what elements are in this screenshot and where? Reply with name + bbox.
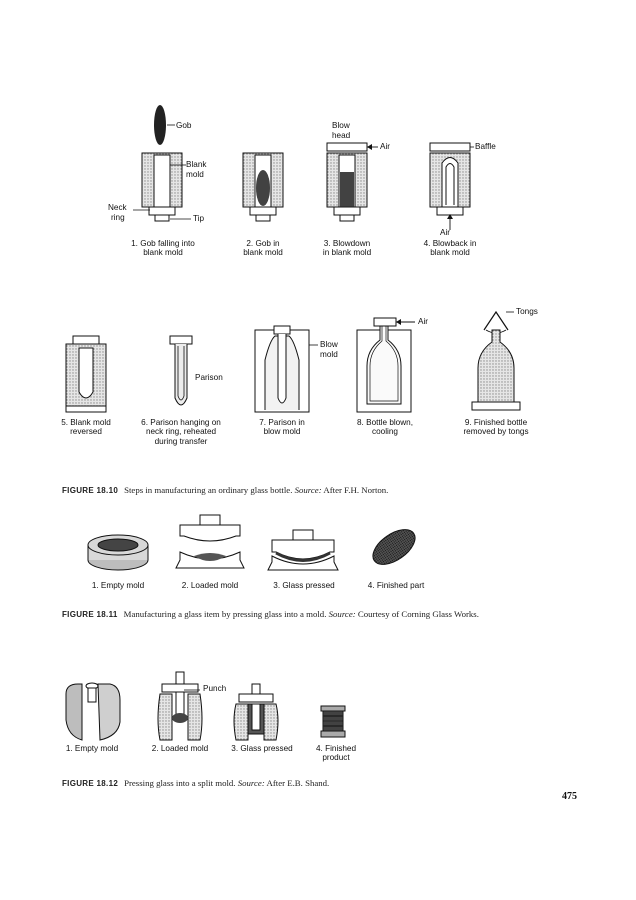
fig12-step1-label: 1. Empty mold <box>65 744 119 753</box>
page-number: 475 <box>562 791 577 802</box>
callout-gob: Gob <box>176 121 192 130</box>
figure-number: FIGURE 18.12 <box>62 779 119 788</box>
callout-blow-head-2: head <box>332 131 351 140</box>
fig11-glass-pressed <box>268 530 338 570</box>
fig10-step6-line3: during transfer <box>154 436 208 446</box>
callout-parison: Parison <box>195 373 223 382</box>
fig11-step1-label: 1. Empty mold <box>91 581 145 590</box>
fig12-empty-mold <box>66 683 120 740</box>
figure-18-10-caption <box>62 484 532 497</box>
fig12-step4-label <box>303 744 369 763</box>
fig11-step3-label: 3. Glass pressed <box>273 581 335 590</box>
step6-parison-hanging <box>170 336 192 405</box>
fig10-step5-line2: reversed <box>70 427 102 437</box>
fig11-step2-label: 2. Loaded mold <box>181 581 239 590</box>
fig10-step6-line1: 6. Parison hanging on <box>141 418 221 427</box>
callout-tip: Tip <box>193 214 205 223</box>
fig10-step-label <box>128 418 234 446</box>
step5-mold-reversed <box>66 336 106 412</box>
figure-number: FIGURE 18.11 <box>62 610 118 619</box>
fig12-step2-label: 2. Loaded mold <box>151 744 209 753</box>
step2-gob-in-mold <box>243 153 283 221</box>
fig10-step-label <box>50 418 122 437</box>
step8-bottle-blown <box>357 318 415 412</box>
figure-18-11-caption <box>62 608 532 621</box>
source-text: Courtesy of Corning Glass Works. <box>357 609 479 619</box>
step9-finished-bottle <box>472 312 520 410</box>
callout-blank-mold-1: Blank <box>186 160 207 169</box>
fig10-step4-line1: 4. Blowback in <box>423 239 477 248</box>
fig10-step-label <box>307 239 387 258</box>
fig11-loaded-mold <box>176 515 244 568</box>
caption-text: Steps in manufacturing an ordinary glass bottle. <box>124 485 293 495</box>
source-text: After F.H. Norton. <box>323 485 389 495</box>
fig12-finished-product <box>321 706 345 737</box>
fig10-step5-line1: 5. Blank mold <box>61 418 111 427</box>
fig11-finished-part <box>367 523 421 572</box>
fig10-step3-line1: 3. Blowdown <box>323 239 371 248</box>
fig12-loaded-mold <box>158 672 202 740</box>
fig10-step2-line1: 2. Gob in <box>246 239 280 248</box>
figure-18-12-caption <box>62 777 532 790</box>
callout-neck-ring-2: ring <box>111 213 125 222</box>
callout-air-3: Air <box>418 317 429 326</box>
callout-air-2: Air <box>440 228 451 237</box>
step7-parison-in-blow-mold <box>255 326 318 412</box>
source-label: Source: <box>294 485 322 495</box>
figure-number: FIGURE 18.10 <box>62 486 119 495</box>
callout-neck-ring-1: Neck <box>108 203 127 212</box>
fig10-step-label <box>228 239 298 258</box>
source-text: After E.B. Shand. <box>266 778 330 788</box>
fig10-step1-line2: blank mold <box>143 248 183 258</box>
fig10-step9-line1: 9. Finished bottle <box>464 418 528 427</box>
source-label: Source: <box>328 609 356 619</box>
fig10-step3-line2: in blank mold <box>322 248 372 258</box>
fig10-step-label <box>450 418 542 437</box>
fig12-step3-label: 3. Glass pressed <box>231 744 293 753</box>
fig10-step1-line1: 1. Gob falling into <box>131 239 195 248</box>
callout-blow-head-1: Blow <box>332 121 350 130</box>
fig11-step4-label: 4. Finished part <box>367 581 425 590</box>
fig11-empty-mold <box>88 535 148 570</box>
source-label: Source: <box>237 778 265 788</box>
step4-blowback <box>430 143 474 230</box>
caption-text: Manufacturing a glass item by pressing glass into a mold. <box>123 609 327 619</box>
callout-air-1: Air <box>380 142 391 151</box>
fig10-step9-line2: removed by tongs <box>463 427 529 437</box>
fig10-step2-line2: blank mold <box>243 248 283 258</box>
fig10-step6-line2: neck ring, reheated <box>145 427 217 437</box>
fig12-step4-line1: 4. Finished <box>315 744 357 753</box>
fig12-step4-line2: product <box>322 753 350 763</box>
fig10-step4-line2: blank mold <box>430 248 470 258</box>
fig10-step7-line2: blow mold <box>263 427 301 437</box>
fig10-step-label <box>113 239 213 258</box>
gob-drawing <box>154 105 166 145</box>
callout-blow-mold-2: mold <box>320 350 338 359</box>
fig10-step-label <box>246 418 318 437</box>
fig12-glass-pressed <box>234 684 278 740</box>
fig10-step7-line1: 7. Parison in <box>259 418 305 427</box>
callout-punch: Punch <box>203 684 227 693</box>
fig10-step8-line1: 8. Bottle blown, <box>357 418 413 427</box>
fig10-step-label <box>344 418 426 437</box>
caption-text: Pressing glass into a split mold. <box>124 778 236 788</box>
step3-blowdown <box>327 143 378 221</box>
callout-baffle: Baffle <box>475 142 496 151</box>
fig10-step8-line2: cooling <box>372 427 398 437</box>
callout-blow-mold-1: Blow <box>320 340 338 349</box>
callout-tongs: Tongs <box>516 307 538 316</box>
fig10-step-label <box>410 239 490 258</box>
callout-blank-mold-2: mold <box>186 170 204 179</box>
